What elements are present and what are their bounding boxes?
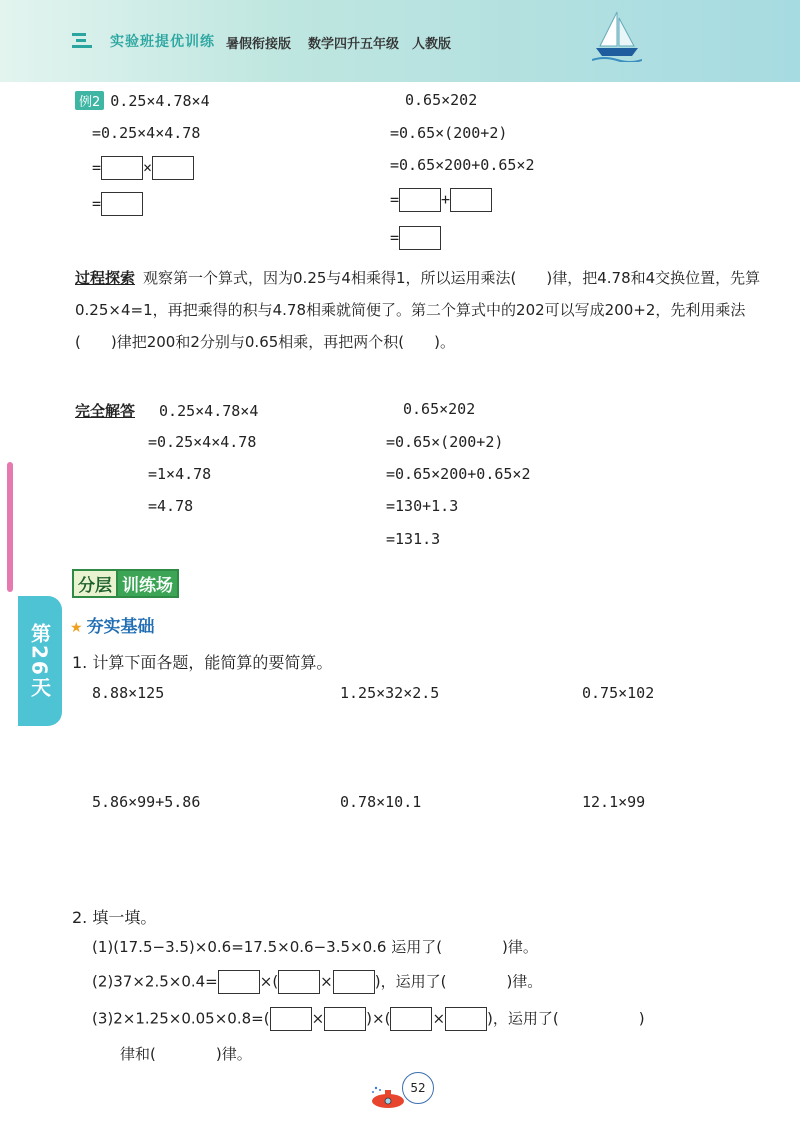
explore-paragraph: [75, 262, 775, 358]
q1-item: 5.86×99+5.86: [92, 793, 201, 811]
explore-text: 观察第一个算式，因为0.25与4相乘得1，所以运用乘法( )律，把4.78和4交换位置，先算0.25×4=1，再把乘得的积与4.78相乘就简便了。第二个算式中的202可以写成200+2，先利用乘法( )律把200和2分别与0.65相乘，再把两个积( )。: [75, 269, 761, 351]
question-1-title: 1. 计算下面各题，能简算的要简算。: [72, 653, 333, 672]
page-number: 52: [402, 1072, 434, 1104]
answer-box[interactable]: [333, 970, 375, 994]
training-title: 分层 训练场: [72, 570, 179, 596]
question-2-title: 2. 填一填。: [72, 908, 157, 927]
side-marker: [7, 462, 13, 592]
answer-box[interactable]: [152, 156, 194, 180]
example-line-3: = ×: [92, 156, 194, 180]
solution-line-1: 完全解答 0.25×4.78×4: [75, 402, 259, 420]
example-line-1: 例2 0.25×4.78×4: [75, 91, 210, 110]
answer-box[interactable]: [101, 192, 143, 216]
example-right-1: 0.65×202: [405, 91, 478, 109]
answer-box[interactable]: [390, 1007, 432, 1031]
q2-part-1: (1)(17.5−3.5)×0.6=17.5×0.6−3.5×0.6 运用了( )律。: [92, 938, 538, 956]
solution-right-1: 0.65×202: [403, 400, 476, 418]
subject-label: 数学四升五年级: [308, 37, 400, 52]
answer-box[interactable]: [270, 1007, 312, 1031]
solution-left-4: =4.78: [148, 497, 194, 515]
answer-box[interactable]: [101, 156, 143, 180]
q2-part-3: (3)2×1.25×0.05×0.8=( × )×( × )，运用了( ): [92, 1007, 645, 1031]
edition-label: 暑假衔接版: [226, 37, 292, 52]
q2-part-2: (2)37×2.5×0.4= ×( × )，运用了( )律。: [92, 970, 542, 994]
q1-item: 0.75×102: [582, 684, 655, 702]
solution-right-4: =130+1.3: [386, 497, 459, 515]
answer-box[interactable]: [278, 970, 320, 994]
q1-item: 8.88×125: [92, 684, 165, 702]
explore-label: 过程探索: [75, 269, 136, 287]
day-tab: 第26天: [18, 596, 62, 726]
answer-box[interactable]: [445, 1007, 487, 1031]
answer-box[interactable]: [218, 970, 260, 994]
example-right-2: =0.65×(200+2): [390, 124, 508, 142]
solution-right-3: =0.65×200+0.65×2: [386, 465, 531, 483]
example-right-5: =: [390, 226, 441, 250]
solution-label: 完全解答: [75, 402, 136, 420]
q1-item: 12.1×99: [582, 793, 646, 811]
example-line-2: =0.25×4×4.78: [92, 124, 201, 142]
publisher-label: 人教版: [412, 37, 452, 52]
sailboat-icon: [592, 8, 642, 62]
solution-left-2: =0.25×4×4.78: [148, 433, 257, 451]
star-icon: ★: [70, 620, 83, 636]
answer-box[interactable]: [450, 188, 492, 212]
solution-left-3: =1×4.78: [148, 465, 212, 483]
q1-item: 1.25×32×2.5: [340, 684, 440, 702]
solution-right-2: =0.65×(200+2): [386, 433, 504, 451]
answer-box[interactable]: [399, 226, 441, 250]
section-title: ★ 夯实基础: [70, 617, 155, 637]
example-line-4: =: [92, 192, 143, 216]
q1-item: 0.78×10.1: [340, 793, 422, 811]
series-logo-icon: [72, 31, 94, 49]
answer-box[interactable]: [399, 188, 441, 212]
example-tag: 例2: [75, 91, 104, 110]
example-right-4: = +: [390, 188, 492, 212]
series-title: 实验班提优训练: [110, 34, 215, 50]
example-right-3: =0.65×200+0.65×2: [390, 156, 535, 174]
q2-part-3-line-2: 律和( )律。: [120, 1045, 252, 1063]
solution-right-5: =131.3: [386, 530, 441, 548]
answer-box[interactable]: [324, 1007, 366, 1031]
page-header: [0, 0, 800, 82]
